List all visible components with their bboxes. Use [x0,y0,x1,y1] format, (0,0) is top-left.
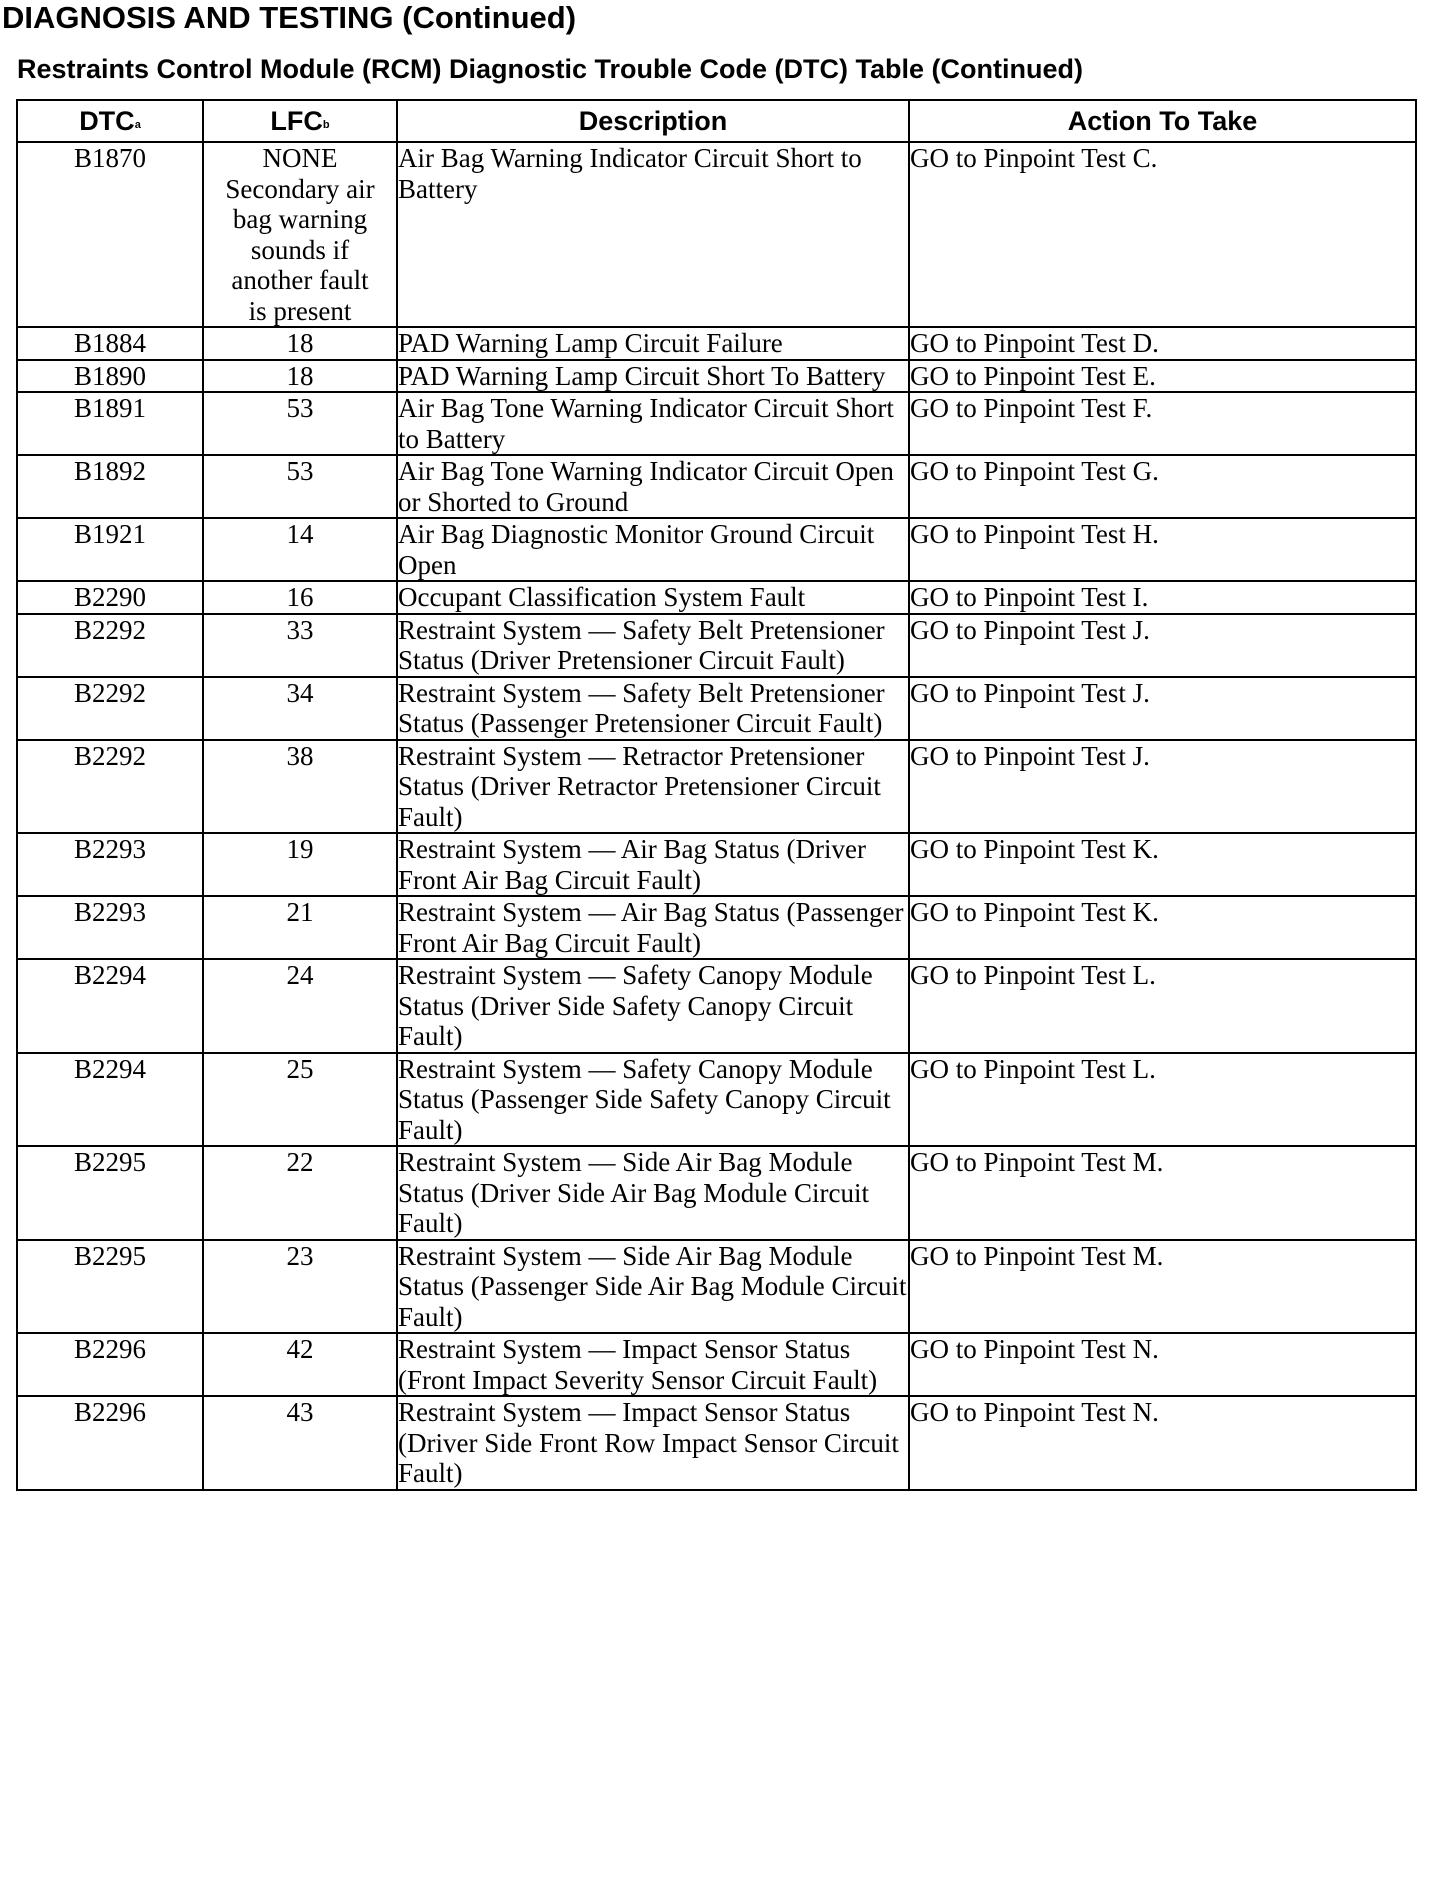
description-cell: Restraint System — Air Bag Status (Passenger Front Air Bag Circuit Fault) [397,896,909,959]
dtc-cell: B2290 [17,581,203,614]
lfc-cell: 18 [203,360,397,393]
lfc-cell: 23 [203,1240,397,1334]
header-lfc [203,100,397,142]
table-row [17,1146,1416,1240]
description-cell: Restraint System — Safety Canopy Module Status (Driver Side Safety Canopy Circuit Fault) [397,959,909,1053]
table-row [17,518,1416,581]
action-cell: GO to Pinpoint Test J. [909,614,1416,677]
description-cell: Air Bag Warning Indicator Circuit Short to Battery [397,142,909,327]
table-row [17,1396,1416,1490]
lfc-cell: 53 [203,392,397,455]
action-cell: GO to Pinpoint Test M. [909,1240,1416,1334]
table-row [17,896,1416,959]
dtc-cell: B2292 [17,740,203,834]
lfc-cell: 38 [203,740,397,834]
action-cell: GO to Pinpoint Test L. [909,959,1416,1053]
table-row [17,833,1416,896]
dtc-cell: B1884 [17,327,203,360]
description-cell: Restraint System — Retractor Pretensioner Status (Driver Retractor Pretensioner Circuit Fault) [397,740,909,834]
description-cell: Restraint System — Safety Belt Pretensioner Status (Driver Pretensioner Circuit Fault) [397,614,909,677]
table-header-row [17,100,1416,142]
lfc-cell: 25 [203,1053,397,1147]
description-cell: Occupant Classification System Fault [397,581,909,614]
dtc-cell: B2296 [17,1333,203,1396]
header-dtc-footnote: a [134,119,141,131]
table-row [17,142,1416,327]
dtc-cell: B2292 [17,614,203,677]
dtc-table [16,99,1417,1491]
description-cell: PAD Warning Lamp Circuit Failure [397,327,909,360]
lfc-cell: 22 [203,1146,397,1240]
table-row [17,1240,1416,1334]
lfc-cell: 19 [203,833,397,896]
description-cell: Restraint System — Side Air Bag Module Status (Passenger Side Air Bag Module Circuit Fault) [397,1240,909,1334]
header-lfc-footnote: b [322,119,330,131]
table-body [17,142,1416,1490]
action-cell: GO to Pinpoint Test K. [909,833,1416,896]
description-cell: Air Bag Diagnostic Monitor Ground Circuit Open [397,518,909,581]
action-cell: GO to Pinpoint Test J. [909,677,1416,740]
lfc-cell: 21 [203,896,397,959]
header-dtc [17,100,203,142]
lfc-cell: 53 [203,455,397,518]
description-cell: Restraint System — Air Bag Status (Driver Front Air Bag Circuit Fault) [397,833,909,896]
lfc-cell: NONE Secondary air bag warning sounds if another fault is present [203,142,397,327]
description-cell: PAD Warning Lamp Circuit Short To Battery [397,360,909,393]
dtc-cell: B2293 [17,896,203,959]
table-row [17,959,1416,1053]
dtc-cell: B2294 [17,1053,203,1147]
dtc-cell: B1921 [17,518,203,581]
dtc-cell: B2293 [17,833,203,896]
action-cell: GO to Pinpoint Test C. [909,142,1416,327]
action-cell: GO to Pinpoint Test L. [909,1053,1416,1147]
dtc-cell: B2295 [17,1240,203,1334]
table-title: Restraints Control Module (RCM) Diagnostic Trouble Code (DTC) Table (Continued) [17,54,1083,84]
action-cell: GO to Pinpoint Test D. [909,327,1416,360]
dtc-cell: B2296 [17,1396,203,1490]
table-row [17,1333,1416,1396]
action-cell: GO to Pinpoint Test N. [909,1396,1416,1490]
dtc-cell: B2294 [17,959,203,1053]
description-cell: Restraint System — Impact Sensor Status (Driver Side Front Row Impact Sensor Circuit Fault) [397,1396,909,1490]
header-lfc-label: LFC [270,106,323,136]
table-row [17,392,1416,455]
action-cell: GO to Pinpoint Test J. [909,740,1416,834]
header-action: Action To Take [909,100,1416,142]
table-row [17,614,1416,677]
description-cell: Air Bag Tone Warning Indicator Circuit Open or Shorted to Ground [397,455,909,518]
header-description: Description [397,100,909,142]
table-row [17,677,1416,740]
lfc-cell: 34 [203,677,397,740]
action-cell: GO to Pinpoint Test M. [909,1146,1416,1240]
dtc-cell: B2292 [17,677,203,740]
table-row [17,360,1416,393]
page-title: DIAGNOSIS AND TESTING (Continued) [2,0,577,35]
action-cell: GO to Pinpoint Test I. [909,581,1416,614]
action-cell: GO to Pinpoint Test H. [909,518,1416,581]
description-cell: Air Bag Tone Warning Indicator Circuit Short to Battery [397,392,909,455]
lfc-cell: 24 [203,959,397,1053]
dtc-cell: B1870 [17,142,203,327]
lfc-cell: 18 [203,327,397,360]
lfc-cell: 42 [203,1333,397,1396]
description-cell: Restraint System — Side Air Bag Module Status (Driver Side Air Bag Module Circuit Fault) [397,1146,909,1240]
table-row [17,455,1416,518]
lfc-cell: 33 [203,614,397,677]
dtc-cell: B1892 [17,455,203,518]
action-cell: GO to Pinpoint Test N. [909,1333,1416,1396]
description-cell: Restraint System — Safety Canopy Module Status (Passenger Side Safety Canopy Circuit Fault) [397,1053,909,1147]
table-row [17,327,1416,360]
lfc-cell: 16 [203,581,397,614]
table-row [17,581,1416,614]
dtc-cell: B1891 [17,392,203,455]
lfc-cell: 14 [203,518,397,581]
table-row [17,740,1416,834]
table-row [17,1053,1416,1147]
description-cell: Restraint System — Safety Belt Pretensioner Status (Passenger Pretensioner Circuit Fault) [397,677,909,740]
action-cell: GO to Pinpoint Test G. [909,455,1416,518]
description-cell: Restraint System — Impact Sensor Status (Front Impact Severity Sensor Circuit Fault) [397,1333,909,1396]
lfc-cell: 43 [203,1396,397,1490]
header-dtc-label: DTC [79,106,135,136]
dtc-cell: B2295 [17,1146,203,1240]
action-cell: GO to Pinpoint Test F. [909,392,1416,455]
dtc-cell: B1890 [17,360,203,393]
action-cell: GO to Pinpoint Test K. [909,896,1416,959]
action-cell: GO to Pinpoint Test E. [909,360,1416,393]
